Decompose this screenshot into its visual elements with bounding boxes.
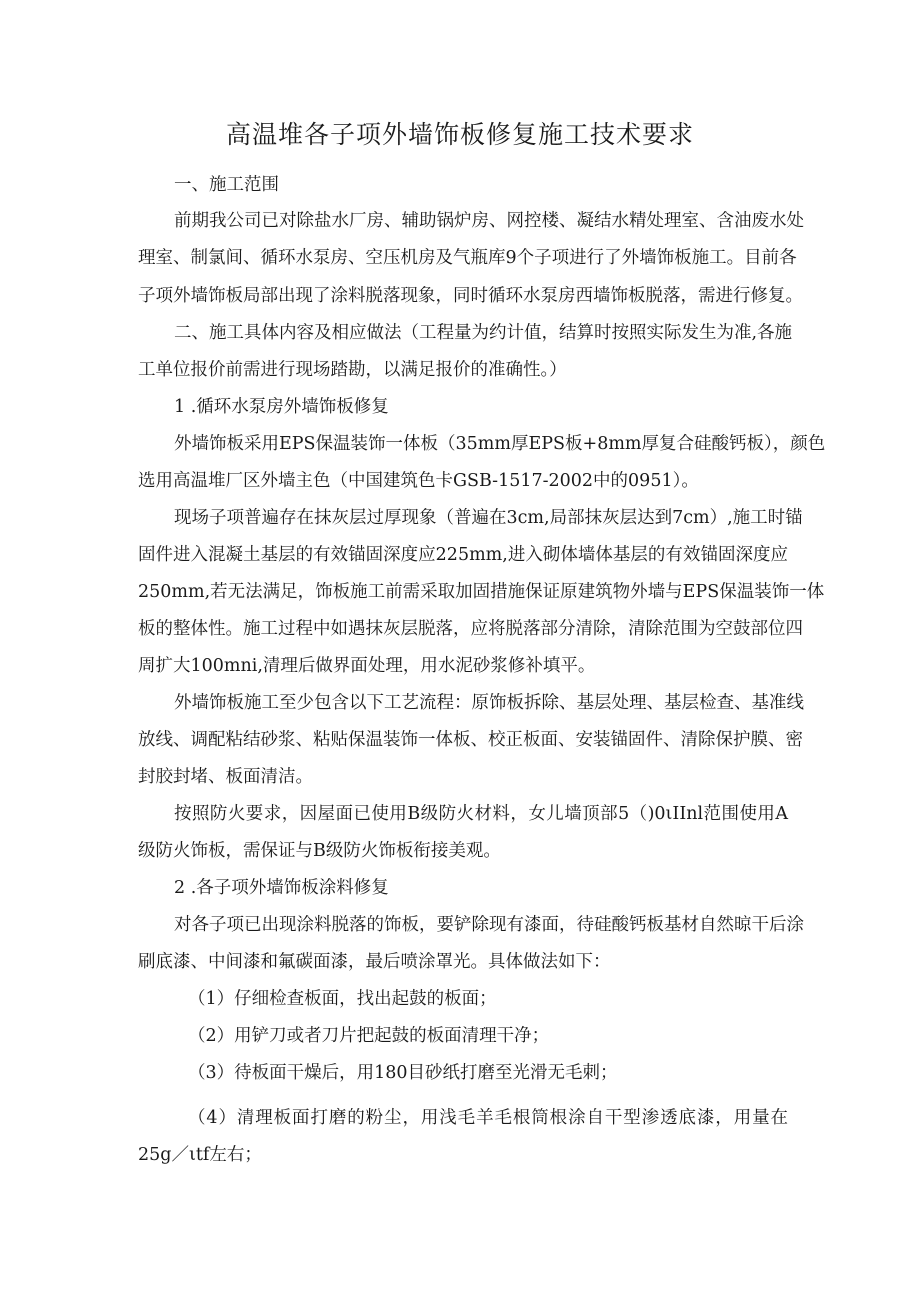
paragraph-line: 前期我公司已对除盐水厂房、辅助锅炉房、网控楼、凝结水精处理室、含油废水处 [174, 211, 804, 231]
paragraph-line: 按照防火要求，因屋面已使用B级防火材料，女儿墙顶部5（)0ιIInl范围使用A [174, 804, 788, 824]
paragraph-line: 现场子项普遍存在抹灰层过厚现象（普遍在3cm,局部抹灰层达到7cm）,施工时锚 [174, 508, 803, 528]
paragraph-line: 对各子项已出现涂料脱落的饰板，要铲除现有漆面，待硅酸钙板基材自然晾干后涂 [174, 915, 804, 935]
paragraph-line: 理室、制氯间、循环水泵房、空压机房及气瓶库9个子项进行了外墙饰板施工。目前各 [138, 248, 797, 268]
paragraph-line: 封胶封堵、板面清洁。 [138, 767, 313, 787]
paragraph-line: 固件进入混凝土基层的有效锚固深度应225mm,进入砌体墙体基层的有效锚固深度应 [138, 545, 788, 565]
paragraph-line: 子项外墙饰板局部出现了涂料脱落现象，同时循环水泵房西墙饰板脱落，需进行修复。 [138, 286, 803, 306]
paragraph-line: 板的整体性。施工过程中如遇抹灰层脱落，应将脱落部分清除，清除范围为空鼓部位四 [138, 619, 803, 639]
section-heading-content: 二、施工具体内容及相应做法（工程量为约计值，结算时按照实际发生为准,各施 [174, 323, 793, 343]
paragraph-line: 外墙饰板施工至少包含以下工艺流程：原饰板拆除、基层处理、基层检查、基准线 [174, 693, 804, 713]
list-item: （1）仔细检查板面，找出起鼓的板面； [188, 989, 497, 1009]
document-title: 高温堆各子项外墙饰板修复施工技术要求 [225, 120, 694, 149]
paragraph-line: 刷底漆、中间漆和氟碳面漆，最后喷涂罩光。具体做法如下： [138, 952, 611, 972]
subsection-heading-coating: 2 .各子项外墙饰板涂料修复 [174, 878, 389, 898]
paragraph-line: 工单位报价前需进行现场踏勘，以满足报价的准确性。） [138, 360, 567, 380]
paragraph-line: 放线、调配粘结砂浆、粘贴保温装饰一体板、校正板面、安装锚固件、清除保护膜、密 [138, 730, 803, 750]
list-item: （2）用铲刀或者刀片把起鼓的板面清理干净； [188, 1026, 550, 1046]
list-item: （3）待板面干燥后，用180目砂纸打磨至光滑无毛刺； [188, 1063, 618, 1083]
list-item: （4）清理板面打磨的粉尘，用浅毛羊毛根筒根涂自干型渗透底漆，用量在 [188, 1108, 788, 1128]
paragraph-line: 250mm,若无法满足，饰板施工前需采取加固措施保证原建筑物外墙与EPS保温装饰一体 [138, 582, 825, 602]
subsection-heading-pump-house: 1 .循环水泵房外墙饰板修复 [174, 397, 389, 417]
paragraph-line: 外墙饰板采用EPS保温装饰一体板（35mm厚EPS板+8mm厚复合硅酸钙板），颜色 [174, 434, 826, 454]
section-heading-scope: 一、施工范围 [174, 175, 279, 195]
list-item-continuation: 25g／ιtf左右； [138, 1145, 262, 1165]
paragraph-line: 选用高温堆厂区外墙主色（中国建筑色卡GSB-1517-2002中的0951）。 [138, 471, 699, 491]
paragraph-line: 周扩大100mni,清理后做界面处理，用水泥砂浆修补填平。 [138, 656, 596, 676]
paragraph-line: 级防火饰板，需保证与B级防火饰板衔接美观。 [138, 841, 501, 861]
